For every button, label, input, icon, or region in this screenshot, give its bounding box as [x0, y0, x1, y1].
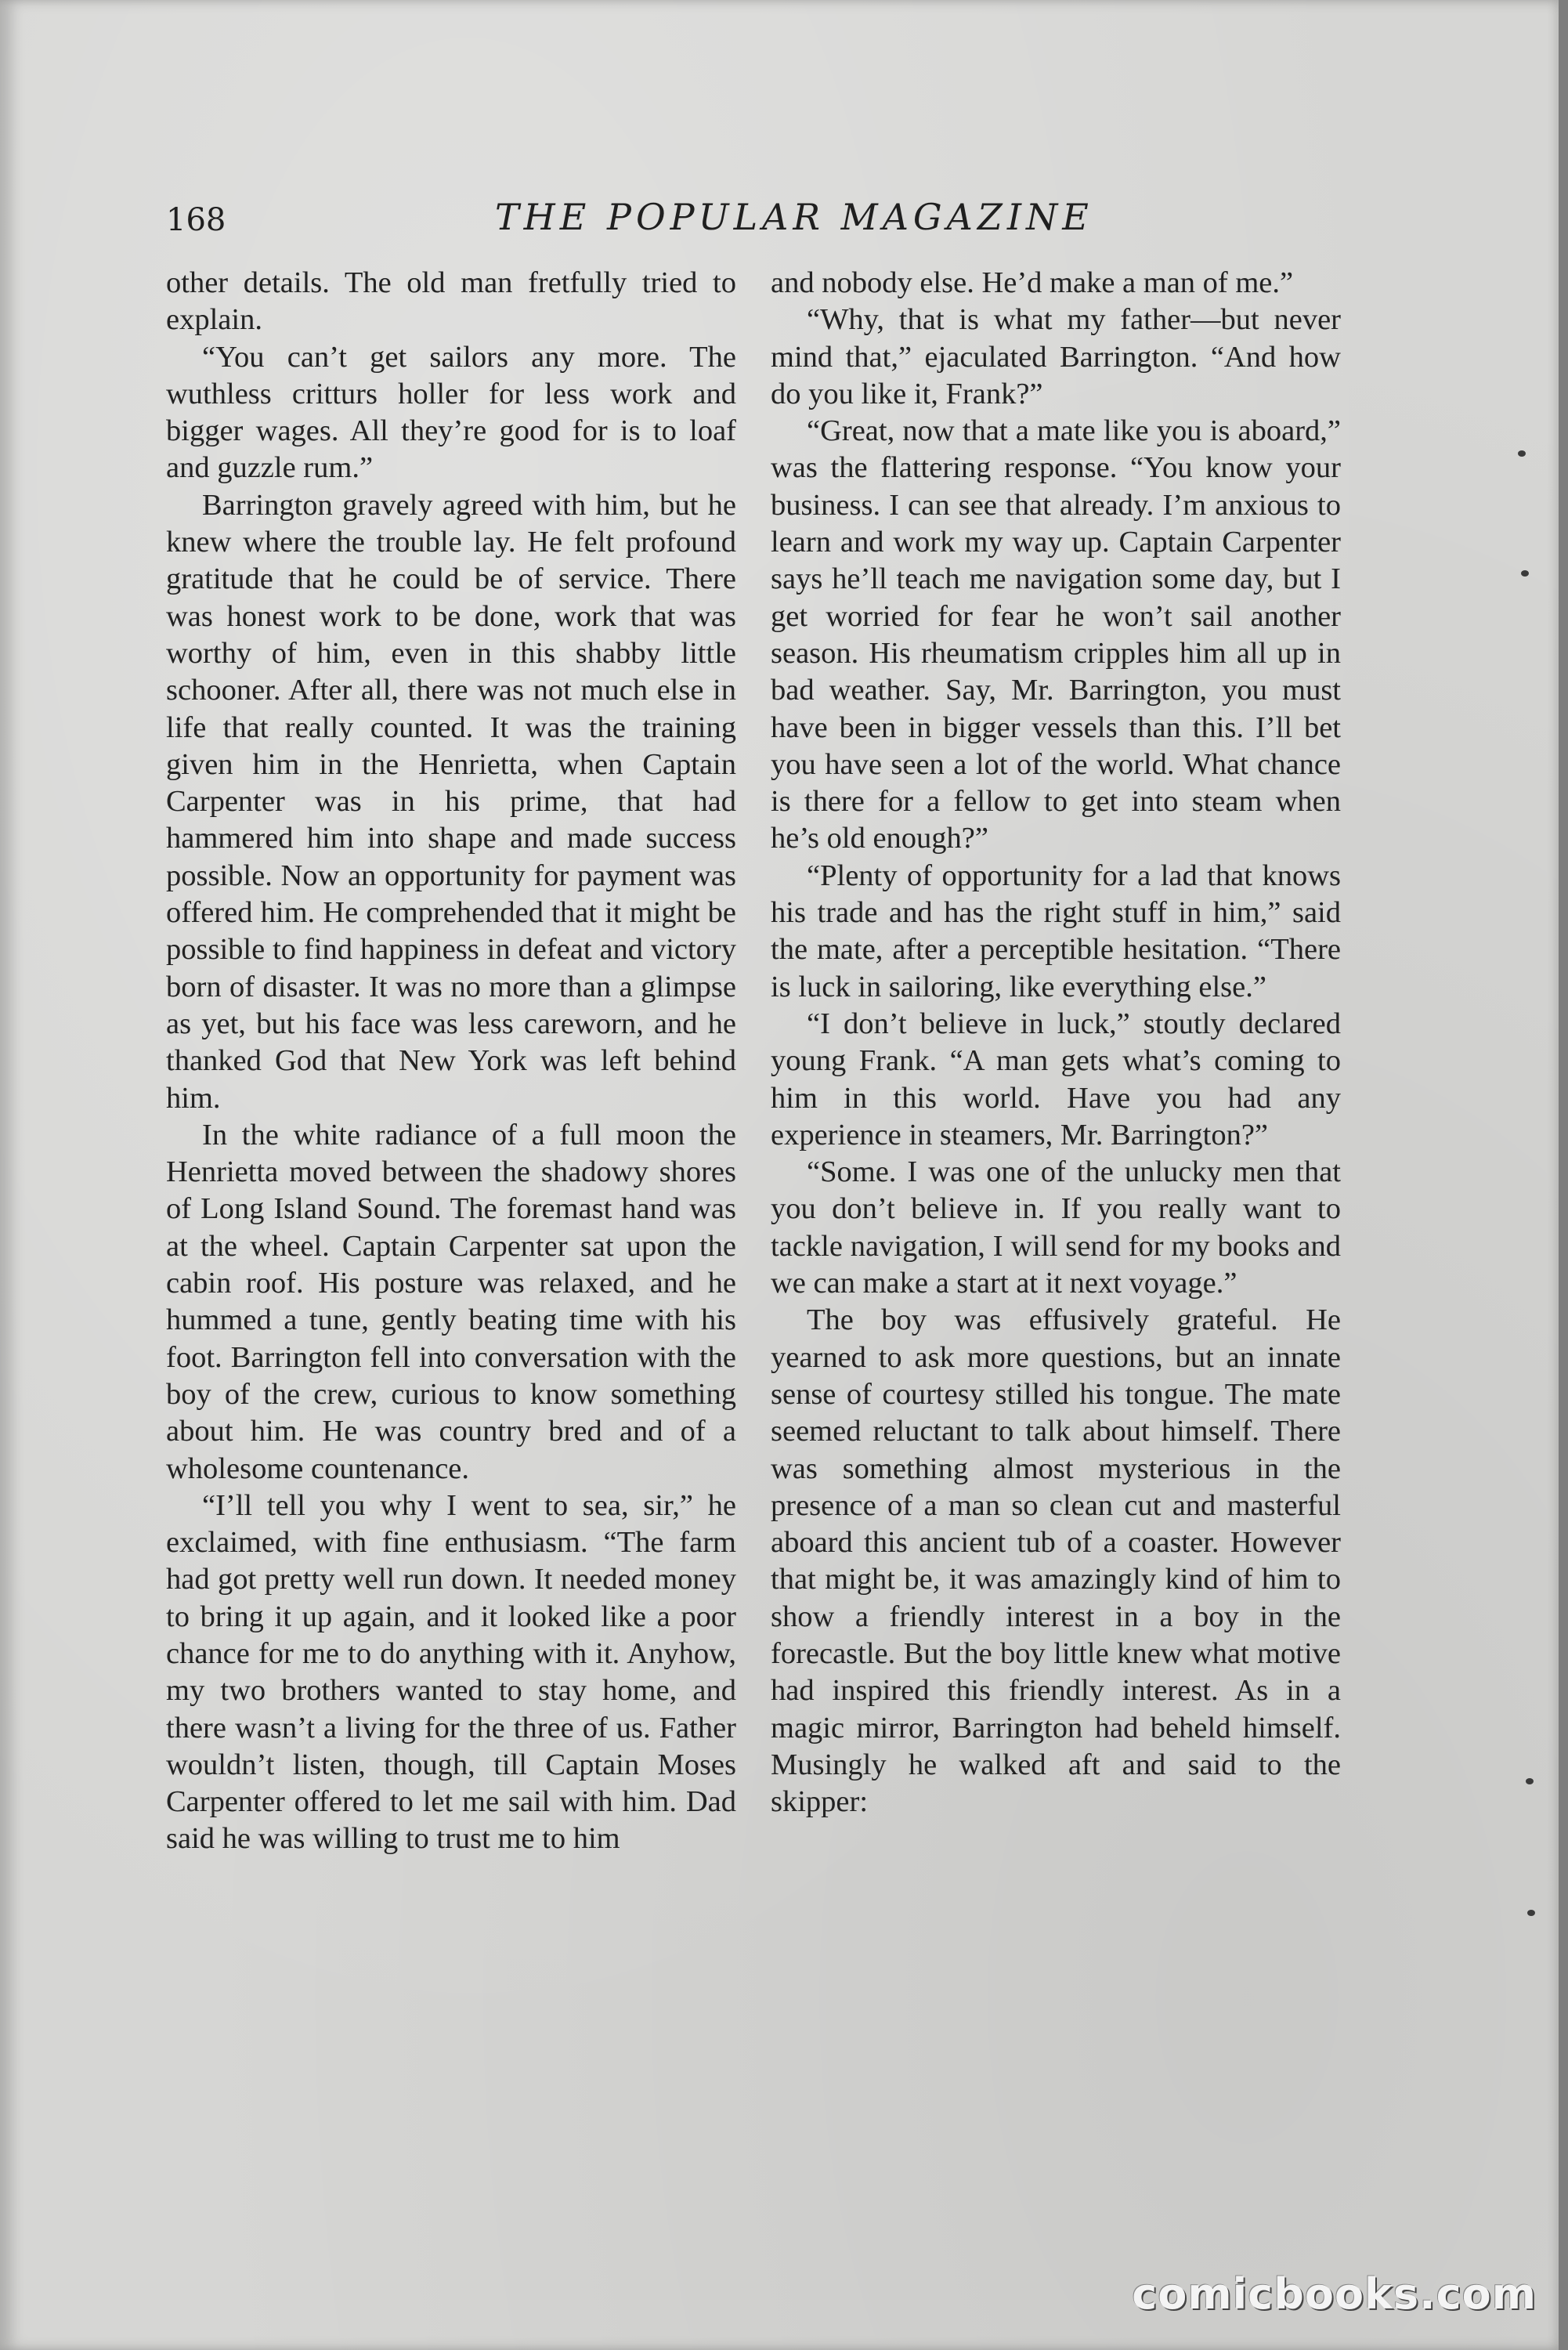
- paragraph: and nobody else. He’d make a man of me.”: [771, 266, 1294, 299]
- paragraph: “Plenty of opportunity for a lad that knows his trade and has the right stuff in him,” said the mate, after a perceptible hesitation. “There is luck in sailoring, like everything else.”: [771, 859, 1341, 1003]
- paragraph: other details. The old man fretfully tried to explain.: [166, 266, 736, 337]
- paragraph: “I don’t believe in luck,” stoutly declared young Frank. “A man gets what’s coming to him in this world. Have you had any experience in steamers, Mr. Barrington?”: [771, 1007, 1341, 1152]
- left-column: [166, 265, 736, 1858]
- paper-speck: [1526, 1778, 1534, 1784]
- page-header: [166, 196, 1341, 251]
- paper-speck: [1527, 1910, 1535, 1916]
- paragraph: The boy was effusively grateful. He yearned to ask more questions, but an innate sense of courtesy stilled his tongue. The mate seemed reluctant to talk about himself. There was something almost mysterious in the presence of a man so clean cut and masterful aboard this ancient tub of a coaster. However that might be, it was amazingly kind of him to show a friendly interest in a boy in the forecastle. But the boy little knew what motive had inspired this friendly interest. As in a magic mirror, Barrington had beheld himself. Musingly he walked aft and said to the skipper:: [771, 1303, 1341, 1819]
- paragraph: In the white radiance of a full moon the Henrietta moved between the shadowy shores of Long Island Sound. The foremast hand was at the wheel. Captain Carpenter sat upon the cabin roof. His posture was relaxed, and he hummed a tune, gently beating time with his foot. Barrington fell into conversation with the boy of the crew, curious to know something about him. He was country bred and of a wholesome countenance.: [166, 1118, 736, 1485]
- paragraph: “I’ll tell you why I went to sea, sir,” he exclaimed, with fine enthusiasm. “The farm had got pretty well run down. It needed money to bring it up again, and it looked like a poor chance for me to do anything with it. Anyhow, my two brothers wanted to stay home, and there wasn’t a living for the three of us. Father wouldn’t listen, though, till Captain Moses Carpenter offered to let me sail with him. Dad said he was willing to trust me to him: [166, 1488, 736, 1856]
- page-number: 168: [166, 202, 226, 238]
- paragraph: “Some. I was one of the unlucky men that you don’t believe in. If you really want to tackle navigation, I will send for my books and we can make a start at it next voyage.”: [771, 1155, 1341, 1300]
- paper-speck: [1521, 570, 1529, 577]
- paper-speck: [1518, 450, 1526, 457]
- right-column: [771, 265, 1341, 1820]
- running-title: THE POPULAR MAGAZINE: [495, 196, 1093, 238]
- paragraph: “You can’t get sailors any more. The wuthless critturs holler for less work and bigger wages. All they’re good for is to loaf and guzzle rum.”: [166, 340, 736, 485]
- paragraph: “Why, that is what my father—but never mind that,” ejaculated Barrington. “And how do you like it, Frank?”: [771, 303, 1341, 410]
- paragraph: “Great, now that a mate like you is aboard,” was the flattering response. “You know your business. I can see that already. I’m anxious to learn and work my way up. Captain Carpenter says he’ll teach me navigation some day, but I get worried for fear he won’t sail another season. His rheumatism cripples him all up in bad weather. Say, Mr. Barrington, you must have been in bigger vessels than this. I’ll bet you have seen a lot of the world. What chance is there for a fellow to get into steam when he’s old enough?”: [771, 414, 1341, 855]
- watermark: comicbooks.com: [1132, 2269, 1537, 2319]
- paragraph: Barrington gravely agreed with him, but he knew where the trouble lay. He felt profound gratitude that he could be of service. There was honest work to be done, work that was worthy of him, even in this shabby little schooner. After all, there was not much else in life that really counted. It was the training given him in the Henrietta, when Captain Carpenter was in his prime, that had hammered him into shape and made success possible. Now an opportunity for payment was offered him. He comprehended that it might be possible to find happiness in defeat and victory born of disaster. It was no more than a glimpse as yet, but his face was less careworn, and he thanked God that New York was left behind him.: [166, 488, 736, 1115]
